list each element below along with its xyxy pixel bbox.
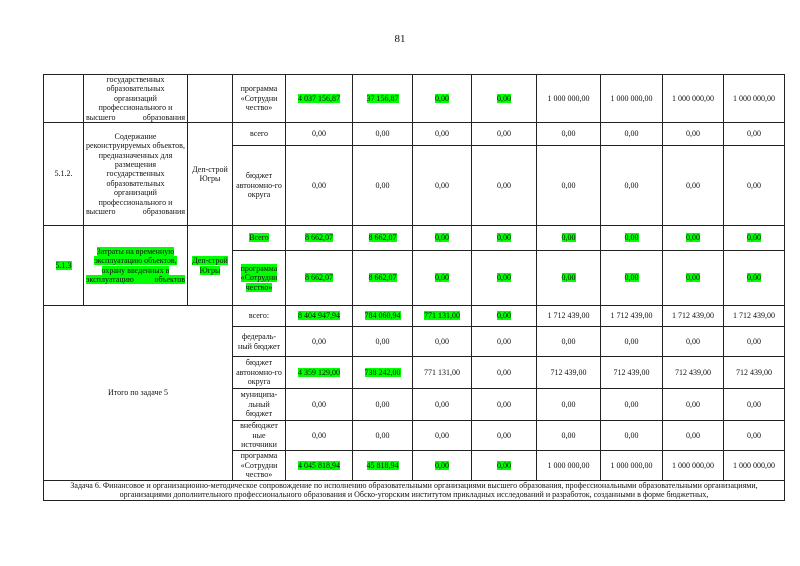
value-cell: 45 818,94 <box>353 451 413 481</box>
value-cell: 1 000 000,00 <box>724 75 785 123</box>
value-cell: 0,00 <box>472 123 537 146</box>
table-row <box>44 481 785 501</box>
table-row <box>44 306 785 327</box>
value-cell: 0,00 <box>724 327 785 357</box>
table-row <box>44 123 785 146</box>
funding-source: всего: <box>233 306 286 327</box>
row-number: 5.1.3 <box>44 226 84 306</box>
value-cell: 0,00 <box>472 226 537 251</box>
value-cell: 0,00 <box>601 123 663 146</box>
value-cell: 0,00 <box>601 327 663 357</box>
value-cell: 712 439,00 <box>601 357 663 389</box>
funding-source: муниципа-льный бюджет <box>233 389 286 421</box>
value-cell: 0,00 <box>663 123 724 146</box>
value-cell: 8 662,07 <box>286 226 353 251</box>
value-cell: 0,00 <box>413 389 472 421</box>
value-cell: 0,00 <box>724 421 785 451</box>
value-cell: 1 000 000,00 <box>663 75 724 123</box>
value-cell: 0,00 <box>537 327 601 357</box>
value-cell: 0,00 <box>413 421 472 451</box>
funding-source: всего <box>233 123 286 146</box>
total-label: Итого по задаче 5 <box>44 306 233 481</box>
value-cell: 0,00 <box>663 251 724 306</box>
funding-source: Всего <box>233 226 286 251</box>
value-cell: 0,00 <box>286 389 353 421</box>
funding-source: программа «Сотрудни чество» <box>233 75 286 123</box>
value-cell: 0,00 <box>353 146 413 226</box>
value-cell: 0,00 <box>601 389 663 421</box>
value-cell: 0,00 <box>413 451 472 481</box>
value-cell: 0,00 <box>353 389 413 421</box>
budget-table <box>43 74 785 501</box>
value-cell: 0,00 <box>286 123 353 146</box>
value-cell: 0,00 <box>537 226 601 251</box>
value-cell: 0,00 <box>724 146 785 226</box>
value-cell: 0,00 <box>286 327 353 357</box>
funding-source: внебюджет ные источники <box>233 421 286 451</box>
value-cell: 0,00 <box>353 123 413 146</box>
value-cell: 0,00 <box>472 327 537 357</box>
row-number <box>44 75 84 123</box>
executor <box>188 75 233 123</box>
value-cell: 1 712 439,00 <box>663 306 724 327</box>
value-cell: 1 000 000,00 <box>724 451 785 481</box>
value-cell: 1 000 000,00 <box>537 75 601 123</box>
value-cell: 1 000 000,00 <box>537 451 601 481</box>
measure-name: государственных образовательных организаций профессионального и высшего образования <box>84 75 188 123</box>
value-cell: 0,00 <box>601 226 663 251</box>
value-cell: 0,00 <box>537 251 601 306</box>
value-cell: 0,00 <box>413 251 472 306</box>
value-cell: 0,00 <box>472 389 537 421</box>
row-number: 5.1.2. <box>44 123 84 226</box>
value-cell: 0,00 <box>537 123 601 146</box>
value-cell: 8 662,07 <box>353 251 413 306</box>
value-cell: 0,00 <box>353 421 413 451</box>
value-cell: 0,00 <box>413 146 472 226</box>
value-cell: 0,00 <box>286 421 353 451</box>
value-cell: 771 131,00 <box>413 306 472 327</box>
value-cell: 8 404 947,94 <box>286 306 353 327</box>
value-cell: 0,00 <box>413 226 472 251</box>
value-cell: 0,00 <box>724 123 785 146</box>
value-cell: 0,00 <box>413 123 472 146</box>
value-cell: 0,00 <box>472 75 537 123</box>
value-cell: 0,00 <box>537 421 601 451</box>
value-cell: 0,00 <box>601 146 663 226</box>
value-cell: 0,00 <box>472 357 537 389</box>
table-row <box>44 226 785 251</box>
funding-source: программа «Сотрудни чество» <box>233 451 286 481</box>
value-cell: 0,00 <box>663 226 724 251</box>
value-cell: 37 156,87 <box>353 75 413 123</box>
value-cell: 0,00 <box>286 146 353 226</box>
funding-source: бюджет автономно-го округа <box>233 357 286 389</box>
table-row <box>44 75 785 123</box>
funding-source: федераль-ный бюджет <box>233 327 286 357</box>
value-cell: 712 439,00 <box>663 357 724 389</box>
value-cell: 1 712 439,00 <box>537 306 601 327</box>
value-cell: 0,00 <box>601 251 663 306</box>
value-cell: 784 060,94 <box>353 306 413 327</box>
value-cell: 712 439,00 <box>724 357 785 389</box>
value-cell: 0,00 <box>663 146 724 226</box>
value-cell: 0,00 <box>537 389 601 421</box>
value-cell: 0,00 <box>663 421 724 451</box>
task-6-heading: Задача 6. Финансовое и организационно-методическое сопровождение по исполнению образовательными организациями высшего образования, профессиональными образовательными организациями, организациями дополнительного профессионального образования и Обско-угорским институтом прикладных исследований и разработок, созданными в форме бюджетных, <box>44 481 785 501</box>
value-cell: 0,00 <box>663 327 724 357</box>
value-cell: 712 439,00 <box>537 357 601 389</box>
value-cell: 0,00 <box>663 389 724 421</box>
value-cell: 0,00 <box>472 306 537 327</box>
value-cell: 0,00 <box>472 251 537 306</box>
value-cell: 0,00 <box>601 421 663 451</box>
value-cell: 771 131,00 <box>413 357 472 389</box>
value-cell: 0,00 <box>472 421 537 451</box>
value-cell: 738 242,00 <box>353 357 413 389</box>
value-cell: 1 000 000,00 <box>601 75 663 123</box>
value-cell: 0,00 <box>724 226 785 251</box>
value-cell: 8 662,07 <box>353 226 413 251</box>
measure-name: Затраты на временную эксплуатацию объектов, охрану введенных в эксплуатацию объектов <box>84 226 188 306</box>
executor: Деп-строй Югры <box>188 123 233 226</box>
funding-source: бюджет автономно-го округа <box>233 146 286 226</box>
value-cell: 0,00 <box>472 451 537 481</box>
funding-source: программа «Сотрудни чество» <box>233 251 286 306</box>
value-cell: 0,00 <box>413 75 472 123</box>
executor: Деп-строй Югры <box>188 226 233 306</box>
value-cell: 0,00 <box>724 389 785 421</box>
value-cell: 1 712 439,00 <box>724 306 785 327</box>
value-cell: 1 000 000,00 <box>663 451 724 481</box>
value-cell: 0,00 <box>724 251 785 306</box>
value-cell: 4 045 818,94 <box>286 451 353 481</box>
measure-name: Содержание реконструируемых объектов, предназначенных для размещения государственных образовательных организаций профессионального и высшего образования <box>84 123 188 226</box>
value-cell: 0,00 <box>472 146 537 226</box>
page-number: 81 <box>394 33 406 45</box>
value-cell: 1 000 000,00 <box>601 451 663 481</box>
value-cell: 4 037 156,87 <box>286 75 353 123</box>
value-cell: 4 359 129,00 <box>286 357 353 389</box>
value-cell: 8 662,07 <box>286 251 353 306</box>
value-cell: 1 712 439,00 <box>601 306 663 327</box>
value-cell: 0,00 <box>537 146 601 226</box>
value-cell: 0,00 <box>413 327 472 357</box>
value-cell: 0,00 <box>353 327 413 357</box>
